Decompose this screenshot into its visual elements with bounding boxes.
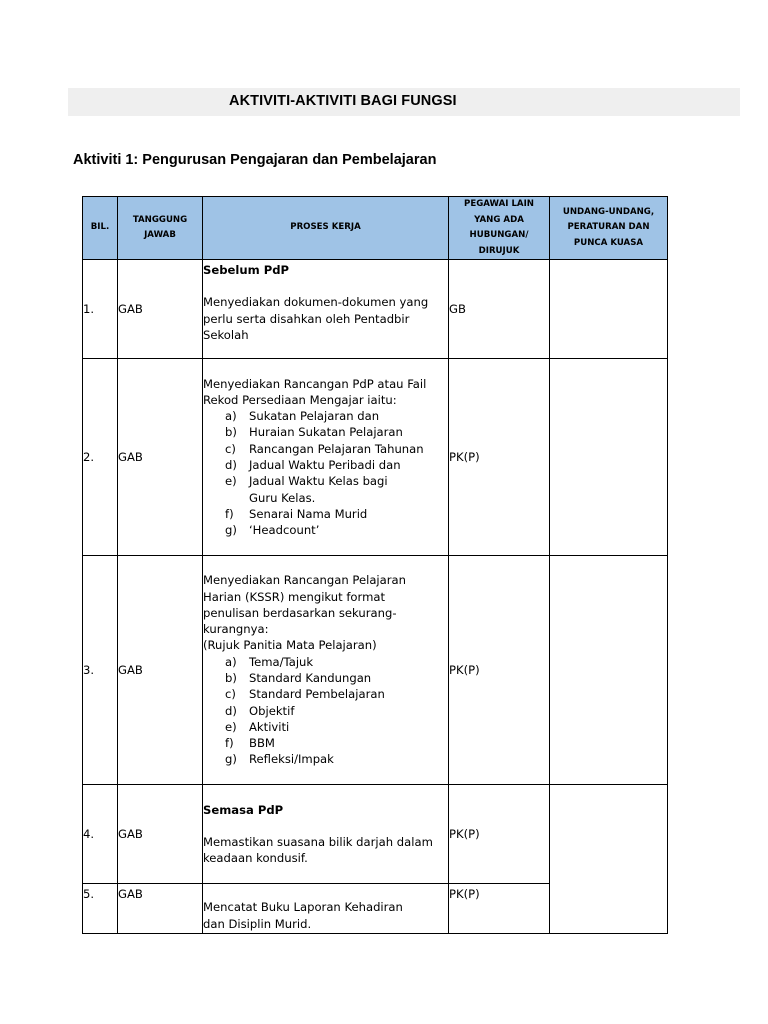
row-process	[203, 359, 449, 556]
header-tanggung-jawab: TANGGUNG JAWAB	[118, 197, 203, 260]
list-item: f) Senarai Nama Murid	[225, 506, 368, 521]
table-row	[83, 260, 668, 359]
row-regulation	[550, 359, 668, 556]
section-label: Sebelum PdP	[203, 263, 290, 277]
list-item: e) Jadual Waktu Kelas bagi Guru Kelas.	[225, 474, 388, 505]
header-proses-kerja: PROSES KERJA	[203, 197, 449, 260]
row-other-officer: GB	[449, 260, 550, 359]
process-text: Menyediakan Rancangan PdP atau Fail Rekod Persediaan Mengajar iaitu:	[203, 376, 427, 407]
list-item: a) Sukatan Pelajaran dan	[225, 409, 380, 424]
process-text: Mencatat Buku Laporan Kehadiran dan Disiplin Murid.	[203, 900, 403, 931]
row-number: 5.	[83, 884, 118, 934]
row-number: 3.	[83, 556, 118, 785]
list-item: a) Tema/Tajuk	[225, 654, 314, 669]
row-responsibility: GAB	[118, 884, 203, 934]
list-item: b) Huraian Sukatan Pelajaran	[225, 425, 403, 440]
list-item: g) ‘Headcount’	[225, 523, 320, 538]
row-responsibility: GAB	[118, 556, 203, 785]
table-row	[83, 785, 668, 884]
row-responsibility: GAB	[118, 785, 203, 884]
header-undang-undang: UNDANG-UNDANG, PERATURAN DAN PUNCA KUASA	[550, 197, 668, 260]
table-header-row	[83, 197, 668, 260]
list-item: d) Jadual Waktu Peribadi dan	[225, 458, 401, 472]
list-item: f) BBM	[225, 736, 275, 751]
row-regulation	[550, 260, 668, 359]
row-process	[203, 556, 449, 785]
list-item: b) Standard Kandungan	[225, 671, 372, 685]
row-responsibility: GAB	[118, 260, 203, 359]
row-other-officer: PK(P)	[449, 884, 550, 934]
process-text: Memastikan suasana bilik darjah dalam keadaan kondusif.	[203, 834, 433, 866]
list-item: g) Refleksi/Impak	[225, 752, 334, 767]
process-text: Menyediakan dokumen-dokumen yang perlu serta disahkan oleh Pentadbir Sekolah	[203, 295, 429, 342]
list-item: c) Rancangan Pelajaran Tahunan	[225, 441, 424, 456]
row-responsibility: GAB	[118, 359, 203, 556]
header-pegawai-lain: PEGAWAI LAIN YANG ADA HUBUNGAN/ DIRUJUK	[449, 197, 550, 260]
row-other-officer: PK(P)	[449, 359, 550, 556]
title-bar	[68, 88, 740, 116]
table-row	[83, 556, 668, 785]
activity-table	[82, 196, 668, 934]
process-list	[203, 408, 448, 538]
process-list	[203, 654, 448, 768]
section-subtitle: Aktiviti 1: Pengurusan Pengajaran dan Pembelajaran	[73, 152, 437, 168]
row-regulation	[550, 556, 668, 785]
process-text: Menyediakan Rancangan Pelajaran Harian (KSSR) mengikut format penulisan berdasarkan sekurang-kurangnya:	[203, 573, 406, 637]
row-number: 2.	[83, 359, 118, 556]
row-other-officer: PK(P)	[449, 556, 550, 785]
section-label: Semasa PdP	[203, 802, 284, 817]
header-bil: BIL.	[83, 197, 118, 260]
page-title: AKTIVITI-AKTIVITI BAGI FUNGSI	[229, 93, 457, 109]
row-process	[203, 884, 449, 934]
row-regulation	[550, 785, 668, 934]
list-item: c) Standard Pembelajaran	[225, 687, 385, 702]
list-item: d) Objektif	[225, 703, 295, 718]
list-item: e) Aktiviti	[225, 719, 290, 734]
row-number: 4.	[83, 785, 118, 884]
process-note: (Rujuk Panitia Mata Pelajaran)	[203, 638, 377, 653]
row-number: 1.	[83, 260, 118, 359]
row-process	[203, 785, 449, 884]
table-row	[83, 359, 668, 556]
row-process	[203, 260, 449, 359]
row-other-officer: PK(P)	[449, 785, 550, 884]
